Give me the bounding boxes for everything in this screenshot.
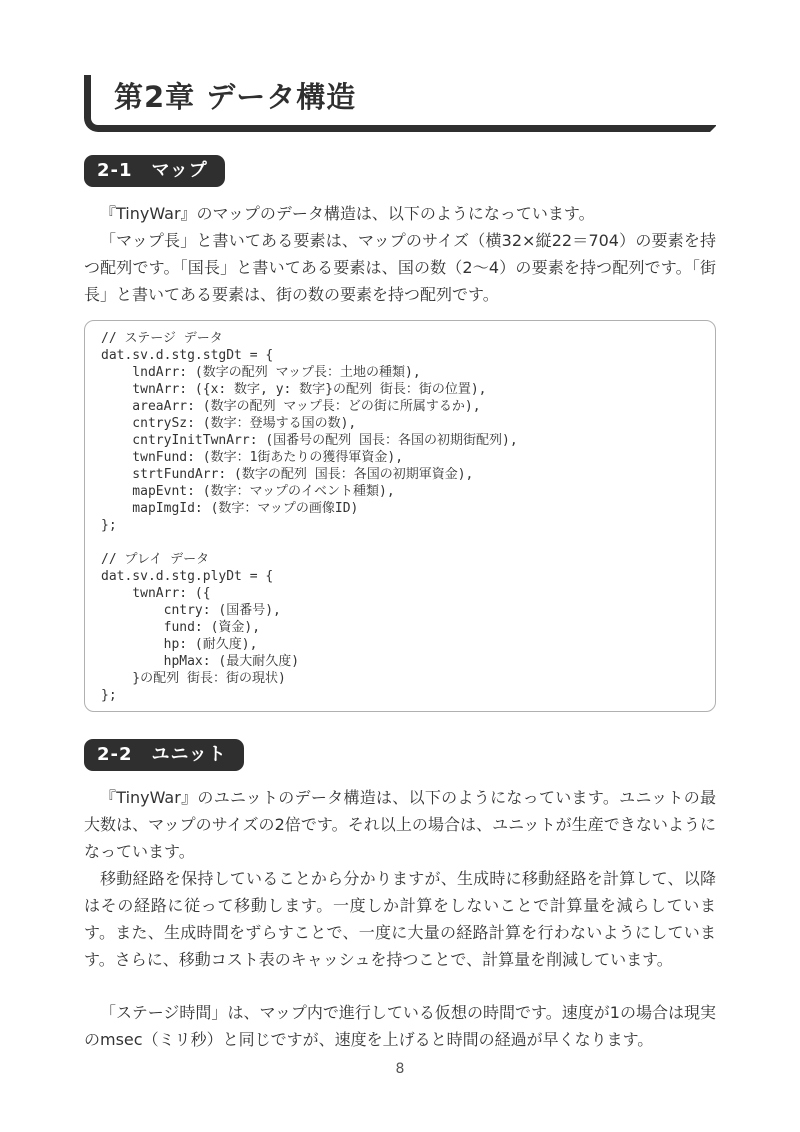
code-line: twnArr: ({x: 数字, y: 数字}の配列 街長：街の位置), [101,382,487,397]
code-block [84,320,716,712]
section-1-badge: 2-1 マップ [84,155,225,187]
code-line: cntryInitTwnArr: (国番号の配列 国長：各国の初期街配列), [101,433,518,448]
chapter-title: 第2章 データ構造 [114,80,357,114]
code-line: hp: (耐久度), [101,637,258,652]
code-line: twnFund: (数字：1街あたりの獲得軍資金), [101,450,404,465]
code-line: strtFundArr: (数字の配列 国長：各国の初期軍資金), [101,467,474,482]
code-line: cntrySz: (数字：登場する国の数), [101,416,357,431]
code-line [101,534,699,551]
paragraph: 『TinyWar』のユニットのデータ構造は、以下のようになっています。ユニットの最大数は、マップのサイズの2倍です。それ以上の場合は、ユニットが生産できないようになっています。 [84,788,716,861]
code-line: areaArr: (数字の配列 マップ長：どの街に所属するか), [101,399,481,414]
code-line: }; [101,518,117,533]
code-line: }の配列 街長：街の現状) [101,671,286,686]
section-2-paragraphs [84,784,716,1053]
code-line: hpMax: (最大耐久度) [101,654,300,669]
paragraph: 『TinyWar』のマップのデータ構造は、以下のようになっています。 [100,204,595,223]
section-2-badge: 2-2 ユニット [84,739,244,771]
code-line: // プレイ データ [101,552,210,567]
paragraph: 「ステージ時間」は、マップ内で進行している仮想の時間です。速度が1の場合は現実のmsec（ミリ秒）と同じですが、速度を上げると時間の経過が早くなります。 [84,1003,716,1049]
code-line: dat.sv.d.stg.plyDt = { [101,569,274,584]
code-line: mapEvnt: (数字：マップのイベント種類), [101,484,395,499]
code-line: twnArr: ({ [101,586,211,601]
code-line: mapImgId: (数字：マップの画像ID) [101,501,359,516]
chapter-heading [84,75,716,132]
page-number: 8 [395,1061,405,1077]
code-line: fund: (資金), [101,620,261,635]
code-line: }; [101,688,117,703]
paragraph: 「マップ長」と書いてある要素は、マップのサイズ（横32×縦22＝704）の要素を持つ配列です。「国長」と書いてある要素は、国の数（2～4）の要素を持つ配列です。「街長」と書いてある要素は、街の数の要素を持つ配列です。 [84,231,716,304]
code-line: // ステージ データ [101,331,223,346]
paragraph: 移動経路を保持していることから分かりますが、生成時に移動経路を計算して、以降はその経路に従って移動します。一度しか計算をしないことで計算量を減らしています。また、生成時間をずらすことで、一度に大量の経路計算を行わないようにしています。さらに、移動コスト表のキャッシュを持つことで、計算量を削減しています。 [84,869,716,969]
code-line: lndArr: (数字の配列 マップ長：土地の種類), [101,365,421,380]
code-line: cntry: (国番号), [101,603,281,618]
code-line: dat.sv.d.stg.stgDt = { [101,348,274,363]
section-1-paragraphs [84,200,716,308]
